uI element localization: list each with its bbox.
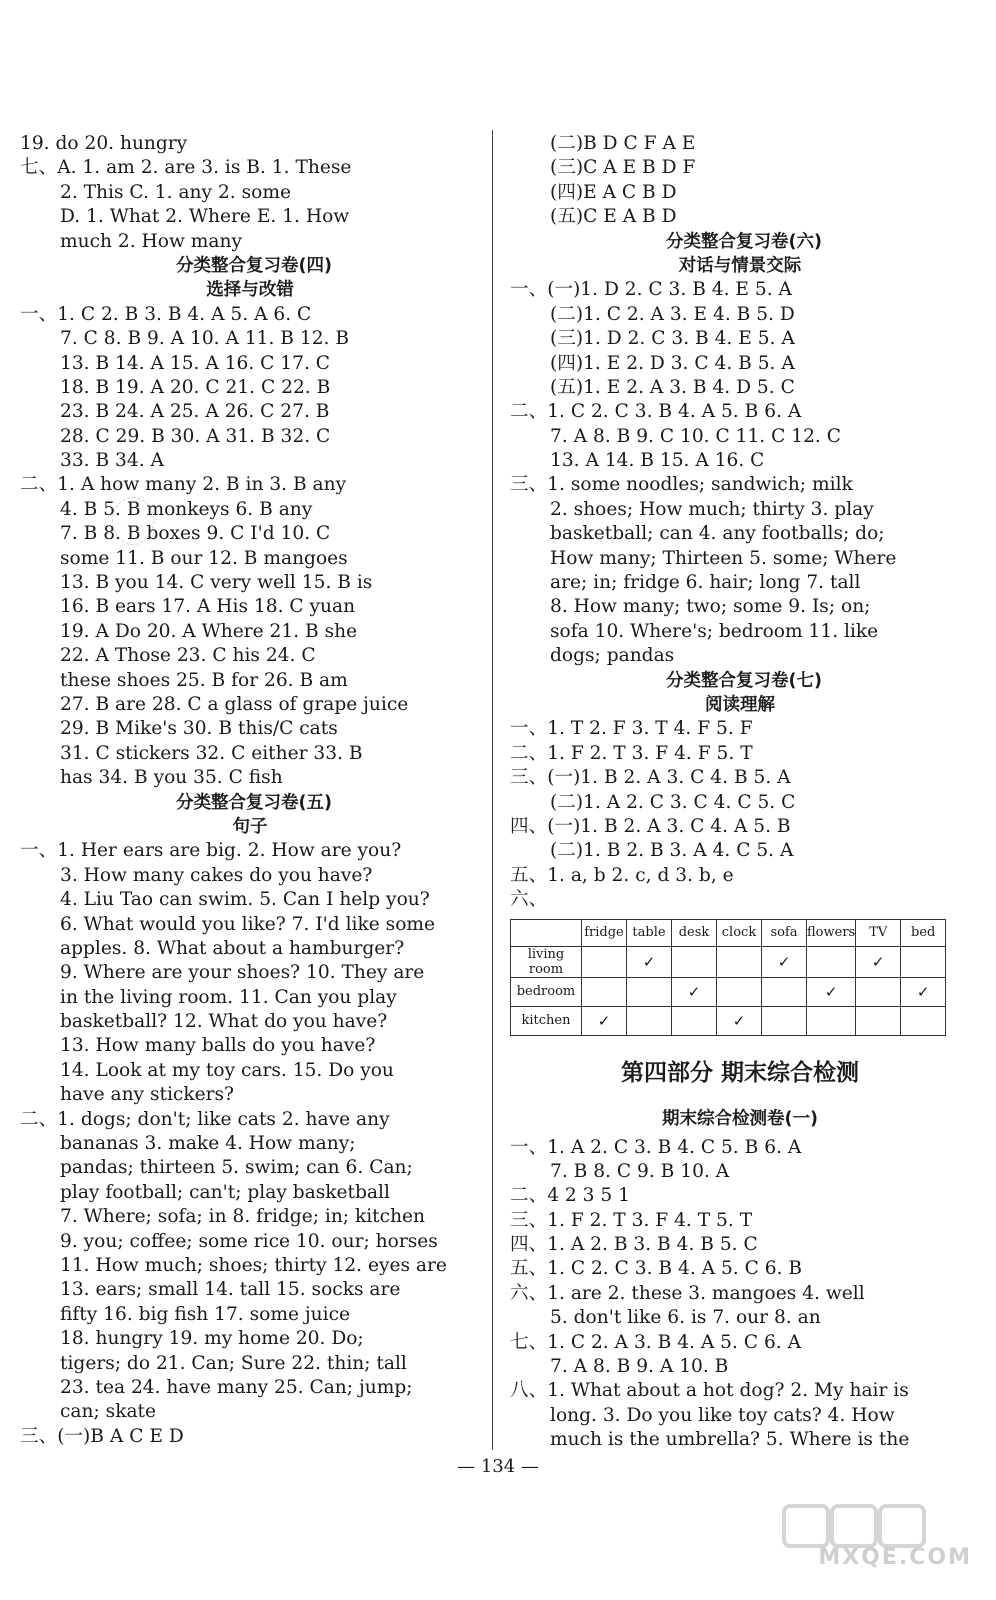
table-cell <box>717 977 762 1006</box>
answer-line: 19. A Do 20. A Where 21. B she <box>60 620 358 642</box>
answer-line: in the living room. 11. Can you play <box>60 986 397 1008</box>
answer-line: are; in; fridge 6. hair; long 7. tall <box>550 572 861 594</box>
section-subtitle: 句子 <box>232 816 268 837</box>
answer-line: 一、1. Her ears are big. 2. How are you? <box>20 840 402 862</box>
watermark-logo <box>782 1504 972 1570</box>
answer-line: has 34. B you 35. C fish <box>60 767 283 789</box>
answer-line: 3. How many cakes do you have? <box>60 864 373 886</box>
answer-line: (五)C E A B D <box>550 206 677 228</box>
answer-line: 八、1. What about a hot dog? 2. My hair is <box>510 1380 909 1402</box>
table-cell <box>762 1006 807 1035</box>
answer-line: 2. shoes; How much; thirty 3. play <box>550 498 874 520</box>
answer-line: (四)1. E 2. D 3. C 4. B 5. A <box>550 352 795 374</box>
answer-line: 5. don't like 6. is 7. our 8. an <box>550 1307 821 1329</box>
answer-line: 33. B 34. A <box>60 450 164 472</box>
answer-line: 4. B 5. B monkeys 6. B any <box>60 498 313 520</box>
answer-line: 13. A 14. B 15. A 16. C <box>550 450 765 472</box>
answer-line: 7. C 8. B 9. A 10. A 11. B 12. B <box>60 328 350 350</box>
answer-line: 27. B are 28. C a glass of grape juice <box>60 693 409 715</box>
table-cell <box>582 977 627 1006</box>
check-mark-icon: ✓ <box>871 952 885 971</box>
right-column-top-lines <box>510 132 970 913</box>
check-mark-icon: ✓ <box>597 1011 611 1030</box>
table-row-label: bedroom <box>511 977 582 1006</box>
answer-line: 四、(一)1. B 2. A 3. C 4. A 5. B <box>510 815 791 837</box>
answer-line: 二、1. A how many 2. B in 3. B any <box>20 474 347 496</box>
answer-line: 四、1. A 2. B 3. B 4. B 5. C <box>510 1234 758 1256</box>
answer-line: (二)1. A 2. C 3. C 4. C 5. C <box>550 791 796 813</box>
answer-line: 28. C 29. B 30. A 31. B 32. C <box>60 425 331 447</box>
table-row-label: living room <box>511 946 582 977</box>
table-cell <box>901 1006 946 1035</box>
answer-line: can; skate <box>60 1401 157 1423</box>
right-column <box>510 132 970 1453</box>
section-title: 分类整合复习卷(五) <box>176 792 332 813</box>
answer-line: (二)1. B 2. B 3. A 4. C 5. A <box>550 840 794 862</box>
table-cell <box>807 946 856 977</box>
left-column <box>20 132 480 1449</box>
answer-line: 23. B 24. A 25. A 26. C 27. B <box>60 401 330 423</box>
table-cell <box>582 1006 627 1035</box>
ink-stamp-mark <box>112 497 154 545</box>
answer-line: 18. hungry 19. my home 20. Do; <box>60 1328 364 1350</box>
table-cell <box>672 977 717 1006</box>
answer-line: bananas 3. make 4. How many; <box>60 1133 356 1155</box>
answer-line: apples. 8. What about a hamburger? <box>60 937 405 959</box>
table-cell <box>762 946 807 977</box>
check-mark-icon: ✓ <box>687 982 701 1001</box>
answer-line: 一、1. C 2. B 3. B 4. A 5. A 6. C <box>20 303 312 325</box>
answer-line: 14. Look at my toy cars. 15. Do you <box>60 1059 394 1081</box>
answer-line: 8. How many; two; some 9. Is; on; <box>550 596 871 618</box>
check-mark-icon: ✓ <box>916 982 930 1001</box>
check-mark-icon: ✓ <box>777 952 791 971</box>
answer-line: D. 1. What 2. Where E. 1. How <box>60 206 350 228</box>
answer-line: 六、 <box>510 889 548 911</box>
table-cell <box>856 977 901 1006</box>
answer-line: long. 3. Do you like toy cats? 4. How <box>550 1404 895 1426</box>
table-corner-cell <box>511 919 582 946</box>
answer-line: dogs; pandas <box>550 645 675 667</box>
table-cell <box>717 1006 762 1035</box>
right-column-bottom-lines <box>510 1136 970 1453</box>
answer-line: 13. How many balls do you have? <box>60 1035 376 1057</box>
answer-line: 三、1. some noodles; sandwich; milk <box>510 474 853 496</box>
table-row <box>511 946 946 977</box>
answer-line: 7. B 8. B boxes 9. C I'd 10. C <box>60 523 331 545</box>
answer-line: some 11. B our 12. B mangoes <box>60 547 348 569</box>
column-divider <box>492 130 493 1450</box>
answer-line: 16. B ears 17. A His 18. C yuan <box>60 596 356 618</box>
answer-line: 31. C stickers 32. C either 33. B <box>60 742 363 764</box>
answer-line: 4. Liu Tao can swim. 5. Can I help you? <box>60 889 430 911</box>
answer-line: 13. ears; small 14. tall 15. socks are <box>60 1279 401 1301</box>
answer-line: play football; can't; play basketball <box>60 1181 390 1203</box>
answer-line: (三)1. D 2. C 3. B 4. E 5. A <box>550 328 795 350</box>
answer-line: basketball; can 4. any footballs; do; <box>550 523 885 545</box>
table-cell <box>627 946 672 977</box>
answer-line: much 2. How many <box>60 230 242 252</box>
table-row-label: kitchen <box>511 1006 582 1035</box>
furniture-table <box>510 919 946 1036</box>
answer-line: 23. tea 24. have many 25. Can; jump; <box>60 1376 413 1398</box>
answer-line: 七、1. C 2. A 3. B 4. A 5. C 6. A <box>510 1331 802 1353</box>
answer-line: (五)1. E 2. A 3. B 4. D 5. C <box>550 376 795 398</box>
table-cell <box>762 977 807 1006</box>
table-cell <box>901 977 946 1006</box>
answer-line: tigers; do 21. Can; Sure 22. thin; tall <box>60 1352 407 1374</box>
table-column-header: clock <box>717 919 762 946</box>
answer-line: 六、1. are 2. these 3. mangoes 4. well <box>510 1282 865 1304</box>
answer-line: 三、(一)1. B 2. A 3. C 4. B 5. A <box>510 767 791 789</box>
answer-line: 22. A Those 23. C his 24. C <box>60 645 316 667</box>
table-cell <box>582 946 627 977</box>
table-cell <box>627 1006 672 1035</box>
table-column-header: flowers <box>807 919 856 946</box>
answer-line: 七、A. 1. am 2. are 3. is B. 1. These <box>20 157 352 179</box>
watermark-site-text: MXQE.COM <box>818 1545 972 1570</box>
answer-line: 7. B 8. C 9. B 10. A <box>550 1160 730 1182</box>
answer-line: 7. Where; sofa; in 8. fridge; in; kitchen <box>60 1206 426 1228</box>
answer-line: 一、1. T 2. F 3. T 4. F 5. F <box>510 718 753 740</box>
answer-line: (三)C A E B D F <box>550 157 696 179</box>
answer-line: fifty 16. big fish 17. some juice <box>60 1303 351 1325</box>
table-cell <box>717 946 762 977</box>
table-column-header: fridge <box>582 919 627 946</box>
answer-line: 2. This C. 1. any 2. some <box>60 181 291 203</box>
check-mark-icon: ✓ <box>642 952 656 971</box>
answer-line: 五、1. C 2. C 3. B 4. A 5. C 6. B <box>510 1258 803 1280</box>
table-cell <box>856 946 901 977</box>
table-column-header: table <box>627 919 672 946</box>
table-row <box>511 977 946 1006</box>
check-mark-icon: ✓ <box>732 1011 746 1030</box>
answer-line: (二)B D C F A E <box>550 133 696 154</box>
table-cell <box>856 1006 901 1035</box>
answer-line: 五、1. a, b 2. c, d 3. b, e <box>510 864 734 886</box>
answer-line: 6. What would you like? 7. I'd like some <box>60 913 436 935</box>
answer-line: have any stickers? <box>60 1084 234 1106</box>
answer-line: 29. B Mike's 30. B this/C cats <box>60 718 338 740</box>
answer-line: 一、(一)1. D 2. C 3. B 4. E 5. A <box>510 279 792 301</box>
answer-line: basketball? 12. What do you have? <box>60 1011 388 1033</box>
answer-line: 二、1. F 2. T 3. F 4. F 5. T <box>510 742 753 764</box>
table-column-header: bed <box>901 919 946 946</box>
table-cell <box>807 977 856 1006</box>
table-column-header: desk <box>672 919 717 946</box>
page-number: — 134 — <box>457 1456 539 1477</box>
section-title: 分类整合复习卷(六) <box>666 231 822 252</box>
answer-line: 18. B 19. A 20. C 21. C 22. B <box>60 376 331 398</box>
section-title: 分类整合复习卷(四) <box>176 255 332 276</box>
answer-line: 13. B you 14. C very well 15. B is <box>60 572 373 594</box>
answer-line: much is the umbrella? 5. Where is the <box>550 1429 910 1451</box>
answer-line: these shoes 25. B for 26. B am <box>60 669 348 691</box>
answer-line: 7. A 8. B 9. C 10. C 11. C 12. C <box>550 425 841 447</box>
section-subtitle: 对话与情景交际 <box>678 255 802 276</box>
answer-line: (四)E A C B D <box>550 181 677 203</box>
section-subtitle: 阅读理解 <box>705 694 775 715</box>
part4-title: 第四部分 期末综合检测 <box>620 1059 859 1086</box>
answer-line: 11. How much; shoes; thirty 12. eyes are <box>60 1254 447 1276</box>
table-cell <box>901 946 946 977</box>
answer-line: 9. you; coffee; some rice 10. our; horses <box>60 1230 438 1252</box>
table-column-header: TV <box>856 919 901 946</box>
table-cell <box>627 977 672 1006</box>
answer-line: 三、1. F 2. T 3. F 4. T 5. T <box>510 1209 753 1231</box>
answer-line: 二、4 2 3 5 1 <box>510 1185 630 1207</box>
answer-line: 二、1. C 2. C 3. B 4. A 5. B 6. A <box>510 401 802 423</box>
answer-line: 一、1. A 2. C 3. B 4. C 5. B 6. A <box>510 1136 802 1158</box>
answer-line: 13. B 14. A 15. A 16. C 17. C <box>60 352 331 374</box>
answer-line: 9. Where are your shoes? 10. They are <box>60 962 425 984</box>
answer-line: (二)1. C 2. A 3. E 4. B 5. D <box>550 303 795 325</box>
section-title: 分类整合复习卷(七) <box>666 670 822 691</box>
answer-line: pandas; thirteen 5. swim; can 6. Can; <box>60 1157 413 1179</box>
answer-line: 二、1. dogs; don't; like cats 2. have any <box>20 1108 390 1130</box>
answer-line: How many; Thirteen 5. some; Where <box>550 547 897 569</box>
answer-line: 7. A 8. B 9. A 10. B <box>550 1356 729 1378</box>
answer-line: sofa 10. Where's; bedroom 11. like <box>550 620 879 642</box>
exam1-title: 期末综合检测卷(一) <box>662 1108 818 1129</box>
table-cell <box>672 1006 717 1035</box>
table-row <box>511 1006 946 1035</box>
answer-line: 三、(一)B A C E D <box>20 1425 184 1447</box>
check-mark-icon: ✓ <box>824 982 838 1001</box>
table-cell <box>807 1006 856 1035</box>
answer-line: 19. do 20. hungry <box>20 133 188 154</box>
table-cell <box>672 946 717 977</box>
table-column-header: sofa <box>762 919 807 946</box>
section-subtitle: 选择与改错 <box>206 280 294 301</box>
